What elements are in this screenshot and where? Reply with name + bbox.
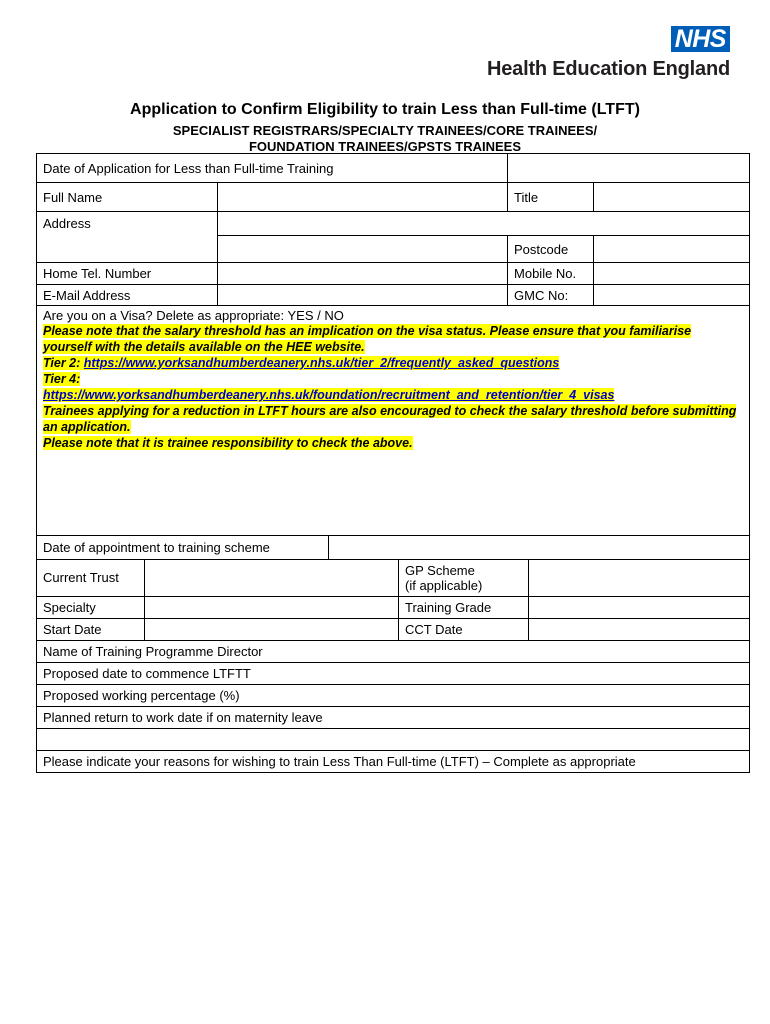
gmc-field[interactable] [594, 285, 750, 306]
tier4-link[interactable]: https://www.yorksandhumberdeanery.nhs.uk/foundation/recruitment_and_retention/tier_4_visas [43, 388, 615, 402]
postcode-label: Postcode [508, 236, 594, 263]
address-field[interactable] [218, 212, 750, 236]
proposed-date-label: Proposed date to commence LTFTT [37, 662, 750, 684]
full-name-label: Full Name [37, 183, 218, 212]
visa-question: Are you on a Visa? Delete as appropriate: YES / NO [43, 308, 344, 323]
email-field[interactable] [218, 285, 508, 306]
planned-return-field[interactable] [37, 728, 750, 750]
page-title: Application to Confirm Eligibility to train Less than Full-time (LTFT) [130, 101, 640, 118]
nhs-logo-box: NHS [671, 26, 730, 52]
tier2-label: Tier 2: [43, 356, 81, 370]
tpd-name-label: Name of Training Programme Director [37, 640, 750, 662]
date-of-appointment-label: Date of appointment to training scheme [37, 536, 329, 559]
application-form [36, 153, 749, 773]
proposed-percentage-label: Proposed working percentage (%) [37, 684, 750, 706]
planned-return-label: Planned return to work date if on maternity leave [37, 706, 750, 728]
address-field-2[interactable] [218, 236, 508, 263]
mobile-field[interactable] [594, 263, 750, 285]
training-grade-label: Training Grade [399, 596, 529, 618]
tier4-label: Tier 4: [43, 372, 81, 386]
reduction-note: Trainees applying for a reduction in LTFT hours are also encouraged to check the salary threshold before submitting an application. [43, 404, 737, 434]
visa-section [37, 306, 750, 536]
email-label: E-Mail Address [37, 285, 218, 306]
org-name: Health Education England [487, 58, 730, 80]
visa-note: Please note that the salary threshold has an implication on the visa status. Please ensure that you familiarise yourself with the details available on the HEE website. [43, 324, 692, 354]
mobile-label: Mobile No. [508, 263, 594, 285]
current-trust-field[interactable] [145, 559, 399, 596]
personal-details-table [36, 153, 750, 536]
full-name-field[interactable] [218, 183, 508, 212]
current-trust-label: Current Trust [37, 559, 145, 596]
nhs-logo [460, 26, 730, 52]
reasons-label: Please indicate your reasons for wishing to train Less Than Full-time (LTFT) – Complete as appropriate [37, 750, 750, 772]
tier2-link[interactable]: https://www.yorksandhumberdeanery.nhs.uk/tier_2/frequently_asked_questions [83, 356, 560, 370]
cct-date-field[interactable] [529, 618, 750, 640]
page-subtitle-2: FOUNDATION TRAINEES/GPSTS TRAINEES [248, 139, 522, 154]
address-label: Address [37, 212, 218, 263]
date-of-application-label: Date of Application for Less than Full-time Training [37, 154, 508, 183]
home-tel-field[interactable] [218, 263, 508, 285]
specialty-label: Specialty [37, 596, 145, 618]
cct-date-label: CCT Date [399, 618, 529, 640]
postcode-field[interactable] [594, 236, 750, 263]
specialty-field[interactable] [145, 596, 399, 618]
gp-scheme-field[interactable] [529, 559, 750, 596]
date-of-application-field[interactable] [508, 154, 750, 183]
title-field[interactable] [594, 183, 750, 212]
date-of-appointment-field[interactable] [329, 536, 750, 559]
responsibility-note: Please note that it is trainee responsibility to check the above. [43, 436, 413, 450]
title-label: Title [508, 183, 594, 212]
page-subtitle-1: SPECIALIST REGISTRARS/SPECIALTY TRAINEES/CORE TRAINEES/ [172, 123, 598, 138]
home-tel-label: Home Tel. Number [37, 263, 218, 285]
gp-scheme-label: GP Scheme (if applicable) [399, 559, 529, 596]
gmc-label: GMC No: [508, 285, 594, 306]
start-date-field[interactable] [145, 618, 399, 640]
start-date-label: Start Date [37, 618, 145, 640]
training-grade-field[interactable] [529, 596, 750, 618]
training-details-table [36, 536, 750, 773]
